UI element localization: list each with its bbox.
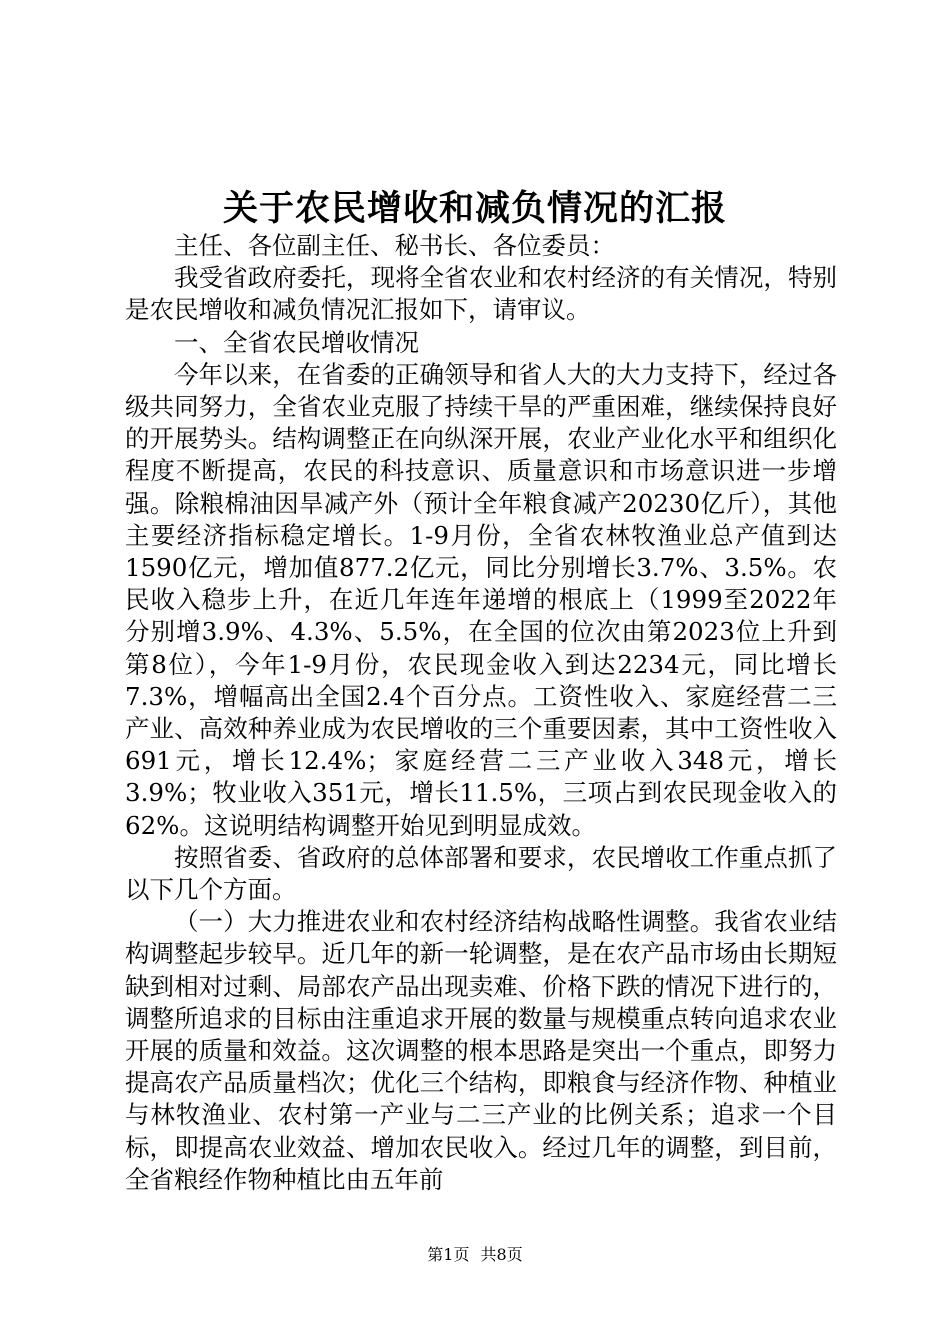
page-footer: 第1页 共8页	[427, 1245, 523, 1264]
document-body	[125, 230, 837, 1196]
salutation-paragraph: 主任、各位副主任、秘书长、各位委员：	[174, 231, 615, 260]
body-paragraph: 今年以来，在省委的正确领导和省人大的大力支持下，经过各级共同努力，全省农业克服了持续干旱的严重困难，继续保持良好的开展势头。结构调整正在向纵深开展，农业产业化水平和组织化程度不断提高，农民的科技意识、质量意识和市场意识进一步增强。除粮棉油因旱减产外（预计全年粮食减产20230亿斤），其他主要经济指标稳定增长。1-9月份，全省农林牧渔业总产值到达1590亿元，增加值877.2亿元，同比分别增长3.7%、3.5%。农民收入稳步上升，在近几年连年递增的根底上（1999至2022年分别增3.9%、4.3%、5.5%，在全国的位次由第2023位上升到第8位），今年1-9月份，农民现金收入到达2234元，同比增长7.3%，增幅高出全国2.4个百分点。工资性收入、家庭经营二三产业、高效种养业成为农民增收的三个重要因素，其中工资性收入691元，增长12.4%；家庭经营二三产业收入348元，增长3.9%；牧业收入351元，增长11.5%，三项占到农民现金收入的62%。这说明结构调整开始见到明显成效。	[125, 359, 837, 840]
intro-paragraph: 我受省政府委托，现将全省农业和农村经济的有关情况，特别是农民增收和减负情况汇报如下，请审议。	[125, 263, 837, 325]
section-heading: 一、全省农民增收情况	[174, 327, 419, 357]
document-title: 关于农民增收和减负情况的汇报	[222, 188, 727, 229]
body-paragraph: （一）大力推进农业和农村经济结构战略性调整。我省农业结构调整起步较早。近几年的新一轮调整，是在农产品市场由长期短缺到相对过剩、局部农产品出现卖难、价格下跌的情况下进行的，调整所追求的目标由注重追求开展的数量与规模重点转向追求农业开展的质量和效益。这次调整的根本思路是突出一个重点，即努力提高农产品质量档次；优化三个结构，即粮食与经济作物、种植业与林牧渔业、农村第一产业与二三产业的比例关系；追求一个目标，即提高农业效益、增加农民收入。经过几年的调整，到目前，全省粮经作物种植比由五年前	[125, 907, 837, 1194]
body-paragraph: 按照省委、省政府的总体部署和要求，农民增收工作重点抓了以下几个方面。	[125, 842, 837, 905]
